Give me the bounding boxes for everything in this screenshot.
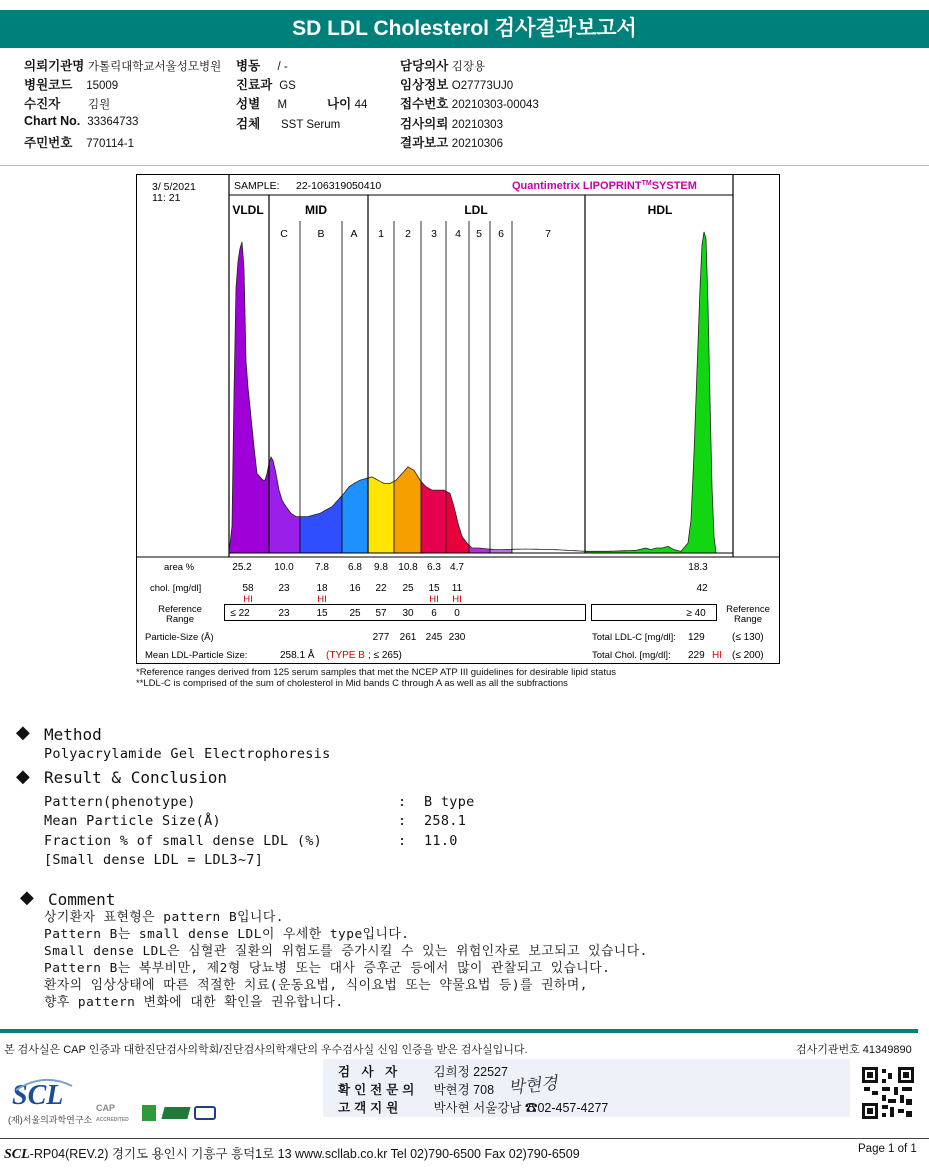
method-bullet: ◆	[16, 722, 30, 743]
ref-3: 6	[431, 608, 437, 619]
area-b: 7.8	[315, 562, 329, 573]
result-colon-size: :	[398, 813, 407, 829]
ref-label-right-2: Range	[734, 614, 762, 625]
ref-label-1: Reference	[158, 604, 202, 615]
band-label-2: 2	[405, 228, 411, 240]
comment-bullet: ◆	[20, 887, 34, 908]
flag-4: HI	[452, 594, 462, 605]
result-label-size: Mean Particle Size(Å)	[44, 813, 221, 829]
comment-heading: Comment	[48, 890, 116, 909]
band-label-7: 7	[545, 228, 551, 240]
comment-line: Small dense LDL은 심혈관 질환의 위험도를 증가시킬 수 있는 위험인자로 보고되고 있습니다.	[44, 944, 648, 959]
result-colon-fraction: :	[398, 833, 407, 849]
chart-date: 3/ 5/2021	[152, 181, 196, 193]
area-4: 4.7	[450, 562, 464, 573]
band-label-b: B	[317, 228, 325, 240]
comment-line: 상기환자 표현형은 pattern B입니다.	[44, 910, 284, 925]
band-area-1	[368, 477, 394, 553]
ref-hdl: ≥ 40	[686, 608, 706, 619]
total-ldl-label: Total LDL-C [mg/dl]:	[592, 632, 676, 643]
system-title: Quantimetrix LIPOPRINT™SYSTEM	[512, 180, 697, 192]
area-label: area %	[164, 562, 195, 573]
qr-finder-tl-core	[867, 1072, 873, 1078]
request-field: 검사의뢰 20210303	[400, 117, 503, 131]
ref-c: 23	[278, 608, 290, 619]
support-row: 고객지원 박사현 서울강남 ☎02-457-4277	[338, 1101, 609, 1115]
mean-ldl-type: (TYPE B	[326, 650, 365, 661]
result-value-fraction: 11.0	[424, 833, 458, 849]
dept-field: 진료과 GS	[236, 78, 296, 92]
total-chol-ref: (≤ 200)	[732, 650, 764, 661]
flag-b: HI	[317, 594, 327, 605]
chart-time: 11: 21	[152, 192, 181, 204]
chol-4: 11	[451, 583, 463, 594]
chol-b: 18	[316, 583, 328, 594]
band-label-5: 5	[476, 228, 482, 240]
method-heading: Method	[44, 725, 102, 744]
total-ldl-value: 129	[688, 632, 705, 643]
report-date-field: 결과보고 20210306	[400, 136, 503, 150]
result-value-size: 258.1	[424, 813, 467, 829]
total-ldl-ref: (≤ 130)	[732, 632, 764, 643]
ref-a: 25	[349, 608, 361, 619]
bottom-divider	[0, 1138, 929, 1139]
chol-1: 22	[375, 583, 387, 594]
chol-3: 15	[428, 583, 440, 594]
total-chol-flag: HI	[712, 650, 722, 661]
name-field: 수진자 김원	[24, 97, 111, 111]
qr-code	[860, 1065, 916, 1121]
comment-line: 향후 pattern 변화에 대한 확인을 권유합니다.	[44, 995, 344, 1010]
mean-ldl-value: 258.1 Å	[280, 650, 315, 661]
comment-line: Pattern B는 복부비만, 제2형 당뇨병 또는 대사 증후군 등에서 많이 관찰되고 있습니다.	[44, 961, 611, 976]
particle-1: 277	[372, 632, 390, 643]
header-divider	[0, 165, 929, 166]
band-area-2	[394, 467, 421, 553]
result-label-fraction: Fraction % of small dense LDL (%)	[44, 833, 323, 849]
hospital-field: 의뢰기관명 가톨릭대학교서울성모병원	[24, 59, 222, 73]
institution-number: 검사기관번호 41349890	[796, 1044, 912, 1056]
band-label-3: 3	[431, 228, 437, 240]
result-value-pattern: B type	[424, 794, 475, 810]
sample-id: 22-106319050410	[296, 180, 382, 192]
area-a: 6.8	[348, 562, 362, 573]
report-title: SD LDL Cholesterol 검사결과보고서	[0, 10, 929, 48]
ref-label-right-1: Reference	[726, 604, 770, 615]
total-chol-value: 229	[688, 650, 705, 661]
band-label-c: C	[280, 228, 288, 240]
footnote-ldl: **LDL-C is comprised of the sum of cholesterol in Mid bands C through A as well as all the subfractions	[136, 678, 568, 689]
flag-vldl: HI	[243, 594, 253, 605]
ref-b: 15	[316, 608, 328, 619]
confirm-row: 확인전문의 박현경 708	[338, 1083, 495, 1097]
mean-ldl-ref: ; ≤ 265)	[368, 650, 402, 661]
footnote-reference: *Reference ranges derived from 125 serum samples that met the NCEP ATP III guidelines for desirable lipid status	[136, 667, 616, 678]
accreditation-badge-1	[142, 1105, 156, 1121]
age-field: 나이 44	[327, 97, 368, 111]
chol-2: 25	[402, 583, 414, 594]
form-address: SCL-RP04(REV.2) 경기도 용인시 기흥구 흥덕1로 13 www.scllab.co.kr Tel 02)790-6500 Fax 02)790-6509	[4, 1147, 580, 1162]
particle-label: Particle-Size (Å)	[145, 632, 214, 643]
chol-c: 23	[278, 583, 290, 594]
receipt-field: 접수번호 20210303-00043	[400, 97, 539, 111]
qr-finder-tr-core	[903, 1072, 909, 1078]
result-note: [Small dense LDL = LDL3~7]	[44, 852, 264, 868]
area-1: 9.8	[374, 562, 388, 573]
ward-field: 병동 / -	[236, 59, 288, 73]
band-label-6: 6	[498, 228, 504, 240]
area-c: 10.0	[274, 562, 294, 573]
chart-no-field: Chart No. 33364733	[24, 114, 139, 128]
logo-arc-path	[16, 1080, 72, 1090]
chol-vldl: 58	[242, 583, 254, 594]
result-bullet: ◆	[16, 766, 30, 787]
result-label-pattern: Pattern(phenotype)	[44, 794, 196, 810]
ref-2: 30	[402, 608, 414, 619]
page-number: Page 1 of 1	[858, 1143, 917, 1155]
group-hdl: HDL	[647, 203, 673, 217]
signature: 박현경	[507, 1073, 559, 1099]
ref-1: 57	[375, 608, 387, 619]
group-vldl: VLDL	[232, 203, 264, 217]
group-ldl: LDL	[464, 203, 488, 217]
lipoprint-chart	[136, 174, 780, 664]
ref-vldl: ≤ 22	[230, 608, 250, 619]
sample-label: SAMPLE:	[234, 180, 280, 192]
ssn-field: 주민번호 770114-1	[24, 136, 134, 150]
band-label-4: 4	[455, 228, 461, 240]
specimen-field: 검체 SST Serum	[236, 117, 341, 131]
ref-4: 0	[454, 608, 460, 619]
scl-logo-subtitle: (재)서울의과학연구소	[8, 1115, 93, 1125]
band-label-1: 1	[378, 228, 384, 240]
group-mid: MID	[305, 203, 327, 217]
area-3: 6.3	[427, 562, 441, 573]
accreditation-badge-2	[161, 1107, 190, 1119]
chol-a: 16	[349, 583, 361, 594]
accreditation-badge-3	[194, 1106, 216, 1120]
chol-hdl: 42	[696, 583, 708, 594]
comment-line: 환자의 임상상태에 따른 적절한 치료(운동요법, 식이요법 또는 약물요법 등)를 권하며,	[44, 978, 588, 993]
code-field: 병원코드 15009	[24, 78, 119, 92]
ref-label-2: Range	[166, 614, 194, 625]
doctor-field: 담당의사 김장용	[400, 59, 486, 73]
scl-logo-arc	[14, 1078, 74, 1092]
flag-3: HI	[429, 594, 439, 605]
area-vldl: 25.2	[232, 562, 252, 573]
particle-3: 245	[425, 632, 443, 643]
result-colon-pattern: :	[398, 794, 407, 810]
scl-logo: SCL	[12, 1080, 64, 1111]
particle-4: 230	[448, 632, 466, 643]
particle-2: 261	[399, 632, 417, 643]
cap-badge: CAP ACCREDITED	[96, 1103, 129, 1123]
tester-row: 검 사 자 김희정 22527	[338, 1065, 508, 1079]
result-heading: Result & Conclusion	[44, 768, 228, 787]
method-text: Polyacrylamide Gel Electrophoresis	[44, 746, 331, 762]
sex-field: 성별 M	[236, 97, 288, 111]
area-hdl: 18.3	[688, 562, 708, 573]
band-label-a: A	[350, 228, 358, 240]
comment-line: Pattern B는 small dense LDL이 우세한 type입니다.	[44, 927, 410, 942]
chol-label: chol. [mg/dl]	[150, 583, 202, 594]
certification-text: 본 검사실은 CAP 인증과 대한진단검사의학회/진단검사의학재단의 우수검사실 신임 인증을 받은 검사실입니다.	[4, 1044, 528, 1056]
band-area-3	[421, 481, 446, 553]
qr-finder-bl-core	[867, 1108, 873, 1114]
footer-bar	[0, 1029, 918, 1033]
area-2: 10.8	[398, 562, 418, 573]
clinic-field: 임상정보 O27773UJ0	[400, 78, 514, 92]
lipoprint-svg	[136, 174, 780, 664]
mean-ldl-label: Mean LDL-Particle Size:	[145, 650, 248, 661]
total-chol-label: Total Chol. [mg/dl]:	[592, 650, 671, 661]
